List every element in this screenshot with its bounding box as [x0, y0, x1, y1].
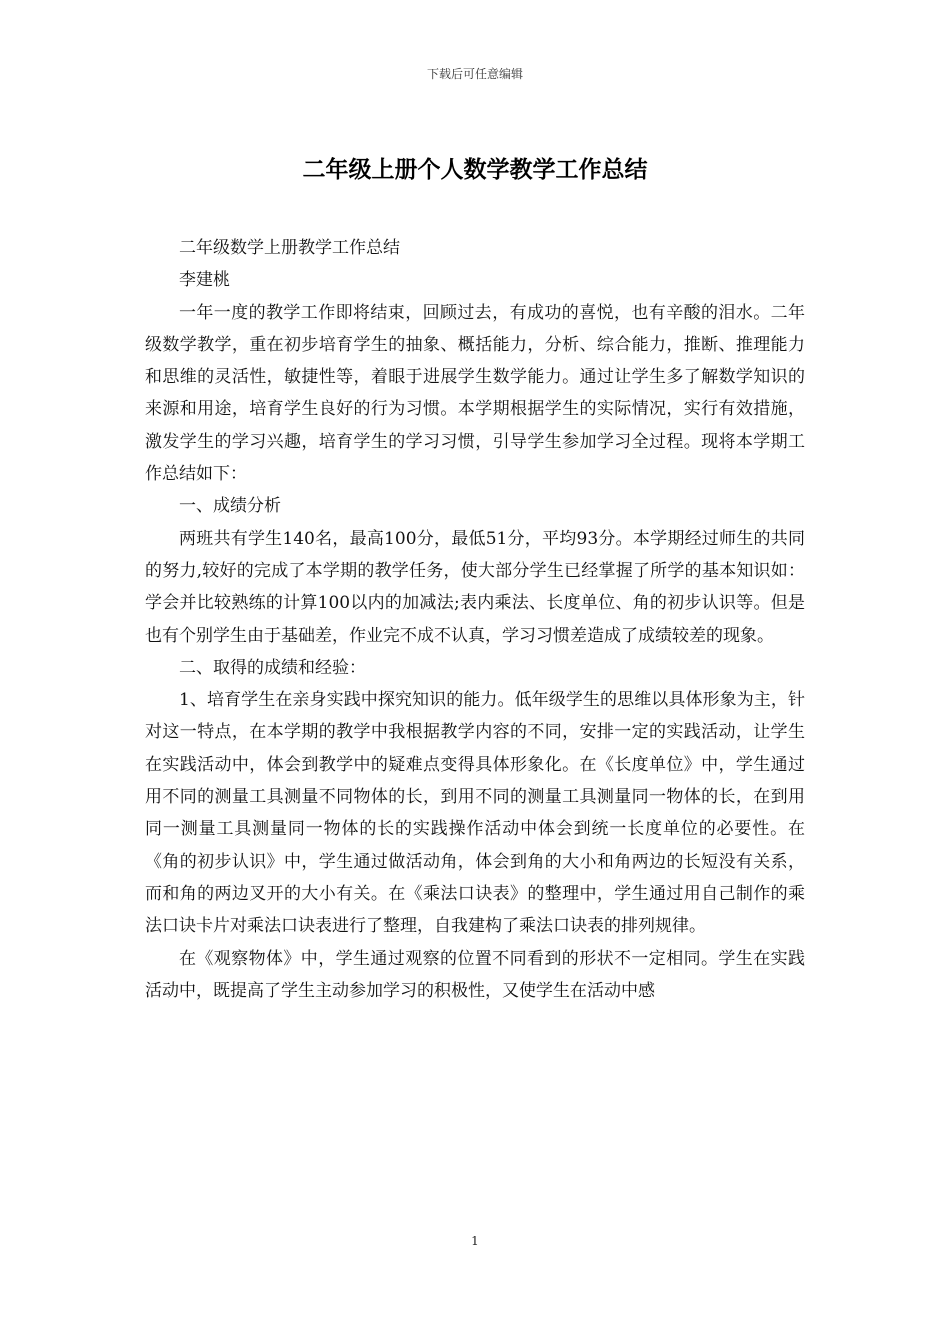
observation-paragraph: 在《观察物体》中，学生通过观察的位置不同看到的形状不一定相同。学生在实践活动中，既提高了学生主动参加学习的积极性，又使学生在活动中感 [145, 948, 805, 1001]
document-title: 二年级上册个人数学教学工作总结 [302, 156, 648, 183]
section-heading-achievements: 二、取得的成绩和经验： [179, 657, 366, 678]
page-header: 下载后可任意编辑 [426, 67, 523, 81]
subtitle-paragraph: 二年级数学上册教学工作总结 [179, 238, 400, 258]
document-body [145, 232, 805, 1007]
intro-paragraph: 一年一度的教学工作即将结束，回顾过去，有成功的喜悦，也有辛酸的泪水。二年级数学教学，重在初步培育学生的抽象、概括能力，分析、综合能力，推断、推理能力和思维的灵活性，敏捷性等，着眼于进展学生数学能力。通过让学生多了解数学知识的来源和用途，培育学生良好的行为习惯。本学期根据学生的实际情况，实行有效措施，激发学生的学习兴趣，培育学生的学习习惯，引导学生参加学习全过程。现将本学期工作总结如下： [145, 302, 805, 485]
results-paragraph: 两班共有学生140名，最高100分，最低51分，平均93分。本学期经过师生的共同的努力,较好的完成了本学期的教学任务，使大部分学生已经掌握了所学的基本知识如：学会并比较熟练的计算100以内的加减法;表内乘法、长度单位、角的初步认识等。但是也有个别学生由于基础差，作业完不成不认真，学习习惯差造成了成绩较差的现象。 [145, 528, 805, 646]
section-heading-results: 一、成绩分析 [179, 496, 281, 517]
page-number: 1 [471, 1234, 479, 1248]
author-paragraph: 李建桃 [179, 270, 230, 291]
practice-paragraph: 1、培育学生在亲身实践中探究知识的能力。低年级学生的思维以具体形象为主，针对这一特点，在本学期的教学中我根据教学内容的不同，安排一定的实践活动，让学生在实践活动中，体会到教学中的疑难点变得具体形象化。在《长度单位》中，学生通过用不同的测量工具测量不同物体的长，到用不同的测量工具测量同一物体的长，在到用同一测量工具测量同一物体的长的实践操作活动中体会到统一长度单位的必要性。在《角的初步认识》中，学生通过做活动角，体会到角的大小和角两边的长短没有关系，而和角的两边叉开的大小有关。在《乘法口诀表》的整理中，学生通过用自己制作的乘法口诀卡片对乘法口诀表进行了整理，自我建构了乘法口诀表的排列规律。 [145, 690, 805, 937]
